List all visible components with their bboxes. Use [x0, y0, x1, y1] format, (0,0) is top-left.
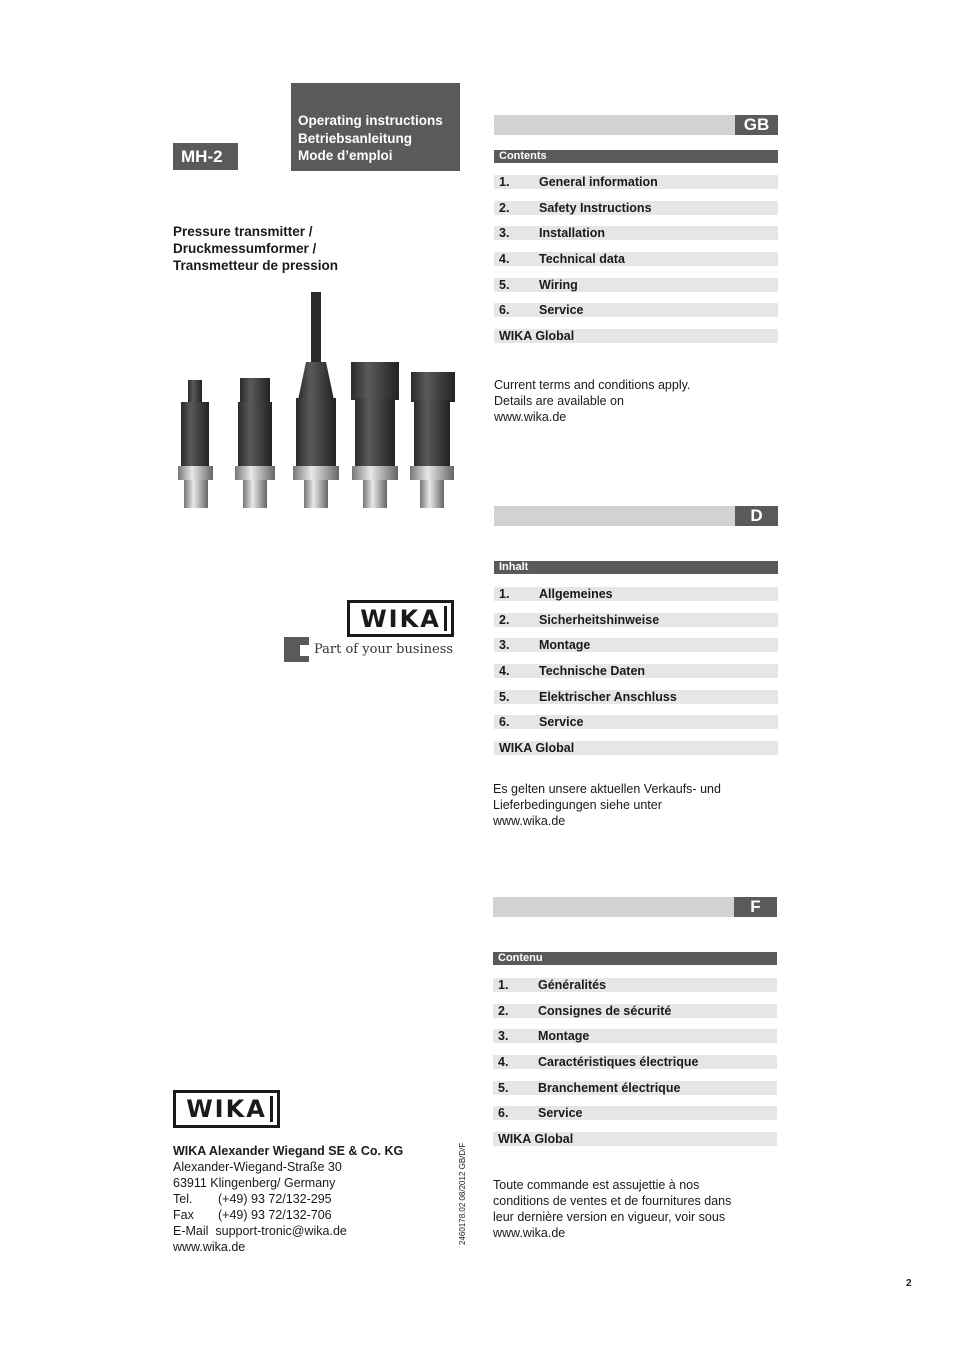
- toc-item-label: Service: [538, 1106, 583, 1121]
- toc-item-num: 4.: [498, 1055, 509, 1070]
- terms-note-gb: [494, 377, 690, 425]
- terms-note-d: [493, 781, 721, 829]
- lang-code-d: D: [735, 506, 778, 526]
- toc-item[interactable]: [494, 271, 778, 297]
- toc-item-global[interactable]: [494, 322, 778, 348]
- toc-item-label: Branchement électrique: [538, 1080, 681, 1095]
- company-address: [173, 1143, 403, 1255]
- toc-item-label: Caractéristiques électrique: [538, 1055, 699, 1070]
- toc-item-label: Wiring: [539, 277, 578, 292]
- document-title-box: [291, 83, 460, 171]
- toc-item[interactable]: [493, 997, 777, 1023]
- fax-value: (+49) 93 72/132-706: [218, 1208, 332, 1222]
- toc-item-label: General information: [539, 175, 658, 189]
- toc-item-num: 2.: [499, 200, 510, 215]
- toc-item-num: 6.: [498, 1106, 509, 1121]
- note-line: conditions de ventes et de fournitures dans: [493, 1194, 732, 1208]
- company-fax: [173, 1207, 403, 1223]
- toc-item[interactable]: [494, 657, 778, 683]
- toc-item[interactable]: [494, 194, 778, 220]
- toc-item-num: 1.: [499, 175, 510, 189]
- toc-item-label: Généralités: [538, 978, 607, 992]
- toc-item[interactable]: [493, 971, 777, 997]
- subtitle-fr: Transmetteur de pression: [173, 258, 339, 273]
- title-de: Betriebsanleitung: [298, 130, 413, 146]
- note-line: leur dernière version en vigueur, voir sous: [493, 1210, 726, 1224]
- toc-item[interactable]: [493, 1074, 777, 1100]
- toc-item[interactable]: [493, 1099, 777, 1125]
- toc-item[interactable]: [494, 245, 778, 271]
- model-label: MH-2: [173, 143, 238, 170]
- toc-heading-f: Contenu: [493, 952, 777, 965]
- note-line: Toute commande est assujettie à nos: [493, 1178, 700, 1192]
- title-fr: Mode d’emploi: [298, 148, 393, 163]
- lang-bar-gb: [494, 115, 778, 135]
- transmitter-4: [351, 362, 399, 508]
- toc-item-label: Service: [539, 715, 584, 730]
- toc-item[interactable]: [494, 580, 778, 606]
- product-photo: [170, 290, 462, 512]
- lang-bar-f: [493, 897, 777, 917]
- wika-logo: WIKA: [347, 600, 454, 637]
- document-number: [458, 1130, 468, 1245]
- transmitter-1: [178, 380, 213, 508]
- toc-item-num: 6.: [499, 715, 510, 730]
- toc-item-label: Installation: [539, 226, 605, 241]
- product-subtitle: [173, 223, 338, 274]
- subtitle-en: Pressure transmitter /: [173, 224, 313, 239]
- toc-item[interactable]: [494, 219, 778, 245]
- toc-item-label: Technische Daten: [539, 664, 646, 679]
- tel-value: (+49) 93 72/132-295: [218, 1192, 332, 1206]
- lang-bar-d: [494, 506, 778, 526]
- tagline: [284, 637, 457, 662]
- toc-item-label: Elektrischer Anschluss: [539, 689, 677, 704]
- note-line: Es gelten unsere aktuellen Verkaufs- und: [493, 782, 721, 796]
- toc-item[interactable]: [494, 296, 778, 322]
- tagline-square-icon: [284, 637, 309, 662]
- toc-item-num: 2.: [498, 1003, 509, 1018]
- note-line: www.wika.de: [494, 410, 567, 424]
- subtitle-de: Druckmessumformer /: [173, 241, 317, 256]
- toc-global-label: WIKA Global: [499, 741, 575, 756]
- toc-item-num: 4.: [499, 252, 510, 267]
- fax-label: Fax: [173, 1208, 194, 1222]
- toc-heading-d: Inhalt: [494, 561, 778, 574]
- lang-code-f: F: [734, 897, 777, 917]
- note-line: www.wika.de: [493, 814, 566, 828]
- page-number: 2: [906, 1278, 912, 1289]
- transmitter-3: [293, 292, 339, 508]
- toc-item[interactable]: [494, 631, 778, 657]
- toc-heading-gb: Contents: [494, 150, 778, 163]
- company-street: Alexander-Wiegand-Straße 30: [173, 1160, 342, 1174]
- terms-note-f: [493, 1177, 731, 1241]
- note-line: Lieferbedingungen siehe unter: [493, 798, 662, 812]
- toc-d: [494, 580, 778, 760]
- toc-item-label: Montage: [538, 1029, 590, 1044]
- toc-item-label: Montage: [539, 638, 591, 653]
- toc-item[interactable]: [493, 1022, 777, 1048]
- company-city: 63911 Klingenberg/ Germany: [173, 1176, 336, 1190]
- note-line: www.wika.de: [493, 1226, 566, 1240]
- tel-label: Tel.: [173, 1192, 193, 1206]
- title-en: Operating instructions: [298, 113, 443, 128]
- toc-item-global[interactable]: [493, 1125, 777, 1151]
- toc-item[interactable]: [494, 168, 778, 194]
- company-email: [173, 1223, 403, 1239]
- toc-global-label: WIKA Global: [499, 329, 575, 344]
- toc-item-label: Service: [539, 303, 584, 318]
- toc-item-label: Allgemeines: [539, 587, 613, 601]
- transmitter-2: [235, 378, 275, 508]
- company-name: WIKA Alexander Wiegand SE & Co. KG: [173, 1144, 404, 1158]
- toc-item-num: 5.: [498, 1080, 509, 1095]
- toc-item[interactable]: [493, 1048, 777, 1074]
- email-value: support-tronic@wika.de: [215, 1224, 347, 1238]
- toc-item-num: 3.: [499, 638, 510, 653]
- toc-item[interactable]: [494, 708, 778, 734]
- toc-item-num: 5.: [499, 277, 510, 292]
- tagline-text: Part of your business: [314, 642, 454, 657]
- company-web: www.wika.de: [173, 1240, 246, 1254]
- toc-item-global[interactable]: [494, 734, 778, 760]
- toc-item-num: 2.: [499, 612, 510, 627]
- toc-item-label: Safety Instructions: [539, 200, 652, 215]
- toc-item-label: Consignes de sécurité: [538, 1003, 672, 1018]
- toc-item-num: 4.: [499, 664, 510, 679]
- toc-item-num: 3.: [499, 226, 510, 241]
- note-line: Details are available on: [494, 394, 624, 408]
- toc-item-num: 1.: [499, 587, 510, 601]
- toc-item-label: Sicherheitshinweise: [539, 612, 660, 627]
- toc-item-label: Technical data: [539, 252, 625, 267]
- lang-code-gb: GB: [735, 115, 778, 135]
- document-number-text: 2460178.02 08/2012 GB/D/F: [458, 1142, 467, 1245]
- toc-gb: [494, 168, 778, 348]
- toc-item[interactable]: [494, 683, 778, 709]
- toc-item-num: 5.: [499, 689, 510, 704]
- transmitter-5: [410, 372, 455, 508]
- email-label: E-Mail: [173, 1224, 209, 1238]
- toc-item-num: 3.: [498, 1029, 509, 1044]
- wika-logo-footer: WIKA: [173, 1090, 280, 1128]
- toc-f: [493, 971, 777, 1151]
- toc-item[interactable]: [494, 606, 778, 632]
- company-tel: [173, 1191, 403, 1207]
- toc-global-label: WIKA Global: [498, 1132, 574, 1147]
- toc-item-num: 1.: [498, 978, 509, 992]
- toc-item-num: 6.: [499, 303, 510, 318]
- note-line: Current terms and conditions apply.: [494, 378, 691, 392]
